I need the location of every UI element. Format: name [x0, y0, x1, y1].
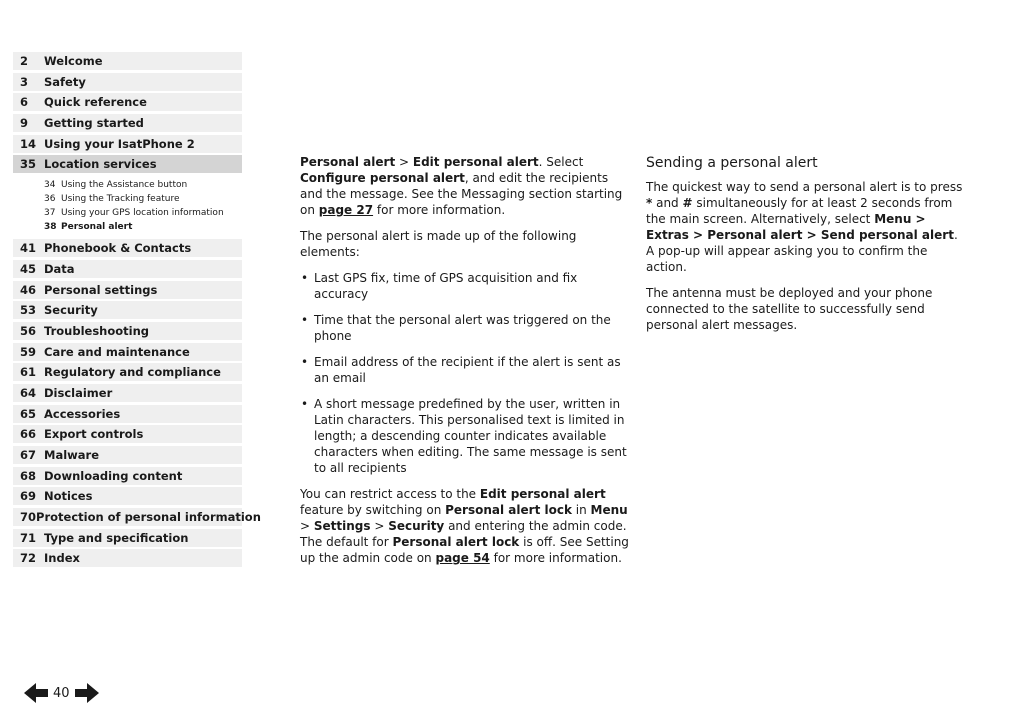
toc-sub-label: Using your GPS location information — [61, 208, 224, 219]
toc-sub-page-number: 34 — [44, 180, 56, 191]
toc-page-number: 14 — [20, 136, 37, 151]
toc-label: Personal settings — [44, 282, 158, 297]
list-item: • A short message predefined by the user, written in Latin characters. This personalised text is limited in length; a descending counter indicates available characters when editing. The same message is sent to all recipients — [300, 396, 632, 476]
toc-sub-label: Using the Assistance button — [61, 180, 188, 191]
toc-label: Export controls — [44, 427, 144, 442]
page-navigation — [22, 681, 101, 705]
toc-item-care-and-maintenance[interactable] — [13, 343, 242, 361]
page-27-link[interactable]: page 27 — [318, 203, 374, 217]
toc-page-number: 6 — [20, 95, 29, 110]
toc-item-notices[interactable] — [13, 487, 242, 505]
toc-subitem-gps-location[interactable] — [44, 206, 242, 220]
toc-sub-label: Personal alert — [61, 222, 133, 233]
paragraph-restrict-access — [300, 486, 632, 566]
toc-page-number: 64 — [20, 385, 37, 400]
toc-sub-page-number: 36 — [44, 194, 56, 205]
section-heading: Sending a personal alert — [646, 155, 818, 171]
toc-item-security[interactable] — [13, 301, 242, 319]
text: The quickest way to send a personal alert is to press — [646, 180, 963, 194]
toc-label: Phonebook & Contacts — [44, 241, 192, 256]
toc-page-number: 66 — [20, 427, 37, 442]
text: and entering the admin code. The default for — [300, 519, 627, 549]
menu-path-personal-alert-lock: Personal alert lock — [445, 503, 572, 517]
paragraph-send-alert — [646, 179, 966, 275]
list-item: • Last GPS fix, time of GPS acquisition and fix accuracy — [300, 270, 632, 302]
paragraph-edit-alert — [300, 154, 632, 218]
toc-page-number: 65 — [20, 406, 37, 421]
toc-label: Data — [44, 261, 75, 276]
toc-item-location-services[interactable] — [13, 155, 242, 173]
toc-label: Care and maintenance — [44, 344, 190, 359]
hash-key: # — [682, 196, 693, 210]
toc-label: Index — [44, 551, 80, 566]
toc-item-export-controls[interactable] — [13, 425, 242, 443]
toc-item-type-and-specification[interactable] — [13, 529, 242, 547]
separator: > — [300, 519, 314, 533]
toc-page-number: 69 — [20, 489, 37, 504]
text: and — [652, 196, 683, 210]
text: is off. See Setting up the admin code on — [300, 535, 629, 565]
toc-item-data[interactable] — [13, 260, 242, 278]
toc-page-number: 71 — [20, 530, 37, 545]
toc-sub-page-number: 38 — [44, 222, 57, 233]
toc-item-getting-started[interactable] — [13, 114, 242, 132]
toc-subitem-personal-alert[interactable] — [44, 220, 242, 234]
page-54-link[interactable]: page 54 — [435, 551, 490, 565]
toc-item-regulatory-compliance[interactable] — [13, 363, 242, 381]
toc-label: Using your IsatPhone 2 — [44, 136, 195, 151]
menu-path-menu: Menu — [874, 212, 912, 226]
toc-label: Security — [44, 303, 98, 318]
toc-item-personal-settings[interactable] — [13, 281, 242, 299]
toc-label: Troubleshooting — [44, 323, 150, 338]
toc-item-malware[interactable] — [13, 446, 242, 464]
menu-path-extras: Extras — [646, 228, 689, 242]
toc-label: Welcome — [44, 54, 103, 68]
right-column — [646, 154, 966, 343]
toc-subitem-tracking-feature[interactable] — [44, 192, 242, 206]
toc-sub-page-number: 37 — [44, 208, 56, 219]
paragraph-elements-intro: The personal alert is made up of the following elements: — [300, 229, 577, 259]
text: , and edit the recipients and the message. See the Messaging section starting on — [300, 171, 623, 217]
toc-page-number: 3 — [20, 74, 29, 89]
text: You can restrict access to the — [300, 487, 480, 501]
toc-item-safety[interactable] — [13, 73, 242, 91]
toc-label: Type and specification — [44, 530, 189, 545]
table-of-contents — [13, 52, 261, 570]
toc-item-downloading-content[interactable] — [13, 467, 242, 485]
paragraph-antenna: The antenna must be deployed and your phone connected to the satellite to successfully send personal alert messages. — [646, 286, 933, 332]
toc-label: Disclaimer — [44, 385, 113, 400]
text: for more information. — [373, 203, 506, 217]
page-number: 40 — [53, 685, 70, 701]
toc-item-index[interactable] — [13, 549, 242, 567]
toc-item-protection-personal-info[interactable] — [13, 508, 261, 526]
list-item: • Email address of the recipient if the alert is sent as an email — [300, 354, 632, 386]
separator: > — [395, 155, 413, 169]
toc-page-number: 61 — [20, 365, 37, 380]
toc-page-number: 67 — [20, 448, 37, 462]
toc-label: Getting started — [44, 116, 144, 131]
menu-path-settings: Settings — [313, 519, 371, 533]
separator: > — [688, 228, 708, 242]
toc-page-number: 35 — [20, 157, 37, 172]
toc-label: Accessories — [44, 406, 121, 421]
text: in — [571, 503, 591, 517]
menu-path-edit-personal-alert: Edit personal alert — [412, 155, 539, 169]
toc-page-number: 41 — [20, 241, 37, 256]
toc-page-number: 70 — [20, 510, 37, 525]
text: for more information. — [489, 551, 622, 565]
toc-sub-label: Using the Tracking feature — [61, 194, 180, 205]
toc-label: Quick reference — [44, 95, 147, 110]
toc-page-number: 9 — [20, 116, 29, 131]
toc-label: Protection of personal information — [36, 510, 261, 525]
toc-item-phonebook-contacts[interactable] — [13, 239, 242, 257]
toc-label: Malware — [44, 448, 100, 462]
text: . Select — [538, 155, 584, 169]
separator: > — [370, 519, 389, 533]
list-item: • Time that the personal alert was triggered on the phone — [300, 312, 632, 344]
toc-subitem-assistance-button[interactable] — [44, 178, 242, 192]
toc-item-welcome[interactable] — [13, 52, 242, 70]
next-page-arrow-icon[interactable] — [73, 681, 101, 705]
text: . A pop-up will appear asking you to confirm the action. — [646, 228, 958, 274]
menu-path-configure-personal-alert: Configure personal alert — [300, 171, 465, 185]
toc-page-number: 46 — [20, 282, 37, 297]
text: feature by switching on — [300, 503, 446, 517]
toc-label: Location services — [44, 157, 157, 172]
toc-item-accessories[interactable] — [13, 405, 242, 423]
toc-page-number: 72 — [20, 551, 37, 566]
previous-page-arrow-icon[interactable] — [22, 681, 50, 705]
separator: > — [911, 212, 926, 226]
toc-page-number: 53 — [20, 303, 37, 318]
toc-label: Regulatory and compliance — [44, 365, 221, 380]
menu-path-personal-alert: Personal alert — [300, 155, 396, 169]
menu-path-menu: Menu — [590, 503, 628, 517]
menu-path-personal-alert-lock: Personal alert lock — [392, 535, 520, 549]
star-key: * — [646, 196, 653, 210]
toc-item-using-your-isatphone[interactable] — [13, 135, 242, 153]
toc-label: Notices — [44, 489, 93, 504]
text: simultaneously for at least 2 seconds from the main screen. Alternatively, select — [646, 196, 953, 226]
middle-column — [300, 154, 632, 576]
toc-page-number: 45 — [20, 261, 37, 276]
separator: > — [802, 228, 821, 242]
menu-path-send-personal-alert: Send personal alert — [820, 228, 954, 242]
toc-item-quick-reference[interactable] — [13, 93, 242, 111]
alert-elements-list — [300, 270, 632, 476]
toc-item-disclaimer[interactable] — [13, 384, 242, 402]
toc-label: Safety — [44, 74, 86, 89]
toc-page-number: 2 — [20, 54, 29, 68]
toc-page-number: 56 — [20, 323, 37, 338]
toc-label: Downloading content — [44, 468, 183, 483]
menu-path-security: Security — [388, 519, 445, 533]
toc-page-number: 59 — [20, 344, 37, 359]
toc-page-number: 68 — [20, 468, 37, 483]
toc-item-troubleshooting[interactable] — [13, 322, 242, 340]
menu-path-personal-alert: Personal alert — [707, 228, 803, 242]
toc-subsection-list — [13, 176, 242, 239]
menu-path-edit-personal-alert: Edit personal alert — [479, 487, 606, 501]
